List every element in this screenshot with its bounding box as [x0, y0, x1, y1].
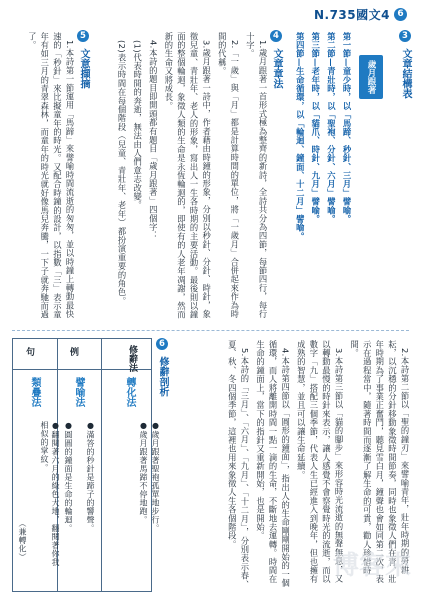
- section-4-number: 4: [271, 31, 281, 41]
- personification-example-1: ●歲月跟著馬蹄不停地跑。: [139, 421, 148, 524]
- analysis-paragraph-5: 5.本詩的「三月」、「六月」、「九月」、「十二月」，分別表示春、夏、秋、冬四個季節，這裡也用來象徵人生各個階段。: [227, 340, 250, 589]
- s4-paragraph-4: 4.本詩的題目即開頭都有題目「歲月跟著」四個字：: [148, 40, 159, 241]
- watermark: 博客來: [332, 551, 411, 581]
- s4-paragraph-1: 1.歲月跟著一首形式極為整齊的新詩，全詩共分為四節，每節四行，每行十字。: [245, 32, 268, 319]
- personification-example-2: ●歲月跟著聖袍孤單地步行。: [151, 421, 160, 533]
- structure-item-4: 第四節—生命循環，以「輪迴、鐘面、十二月」譬喻。: [295, 32, 306, 241]
- section-divider: [12, 330, 409, 331]
- section-5-title: 文意擷摘: [78, 48, 89, 89]
- section-3-heading: [398, 30, 413, 98]
- section-4-heading: [269, 30, 284, 88]
- repetition-example-note: （兼轉化）: [18, 519, 27, 562]
- section-4-title: 文章章法: [271, 48, 282, 89]
- structure-item-2: 第二節—青壯時，以「聖袍、分針、六月」譬喻。: [326, 32, 337, 224]
- analysis-paragraph-3: 3.本詩第三節以「貓的腳步」來形容時光流逝的無聲無息，又以轉動最慢的時針來表示，讓人感覺不會察覺時光的流逝，而以數字「九」搭配三個季節，代表人生已經進入到晚年，但也擁有成熟的智慧，並且可以讓生命延續。: [296, 340, 345, 584]
- section-4-body: [94, 32, 269, 322]
- structure-item-1: 第一節—童少時，以「馬蹄、秒針、三月」譬喻。: [342, 32, 352, 224]
- s4-paragraph-2: 2.「一歲」與「月」都是計算時間的單位，將「一歲月」合併起來作為時間的代稱。: [217, 32, 240, 319]
- section-6-title: 修辭剖析: [157, 356, 168, 397]
- section-5-number: 5: [78, 31, 88, 41]
- s4-paragraph-3: 3.歲月跟著一詩中，作者藉由時鐘的形象，分別以秒針、分針、時針，象徵兒童、青壯年、老人的形象，寫出人一生各時期的主要活動。最後則以鐘面的整個輪迴，象徵人類的生命是永恆輪迴的，即使有的人老年凋謝，然而新的生命又將成長。: [163, 32, 212, 320]
- poem-title-badge: 歲月跟著: [359, 55, 383, 99]
- section-5-body: [12, 32, 76, 322]
- figure-name-metaphor: 譬喻法: [73, 377, 84, 407]
- repetition-example-1: ●翻閱著六月的綠色大地，翻閱著你我相似的掌紋。: [40, 421, 60, 567]
- figure-name-repetition: 類疊法: [29, 377, 40, 407]
- metaphor-example-1: ●滿答的秒針是蹄子的響聲。: [86, 421, 95, 533]
- section-5-heading: [76, 30, 91, 88]
- s4-paragraph-6: (2)表示時間在每個階段（兒童、青壯年、老年）都扮演重要的角色。: [117, 40, 128, 306]
- page-header: [314, 6, 407, 22]
- structure-item-3: 第三節—老年時，以「貓爪、時針、九月」譬喻。: [310, 32, 321, 224]
- s5-paragraph-1: 1.本詩第一節運用「馬蹄」來譬喻時間流逝的匆匆，並以時鐘上轉動最快速的「秒針」來比擬童年的時光。又配合時鐘的設計，以指數「三」表示童年有如三月的青翠森林，而童年的時光就好像馬兒奔騰，一下子就奔馳而過了。: [27, 32, 75, 320]
- figure-name-personification: 轉化法: [124, 377, 135, 407]
- table-head-sentence: 句: [24, 347, 34, 356]
- section-3-title: 文章結構表: [400, 48, 411, 99]
- table-head-example: 例: [68, 347, 78, 356]
- section-6-heading: [155, 338, 170, 396]
- structure-list: [291, 32, 353, 292]
- analysis-paragraph-4: 4.本詩第四節以「圓形的鐘面」，指出人的生命剛剛開始的一個循環，而人將離開時間一點一滴的生命，不斷地去運轉。時間在生命的鐘面上，當下的指針又重新開始，也是開始。: [255, 340, 291, 588]
- rhetoric-table: [12, 338, 160, 592]
- table-head-figure: 修辭法: [127, 345, 137, 372]
- metaphor-example-2: ●圓圓的鐘面是生命的輪迴。: [64, 421, 73, 533]
- s4-paragraph-5: (1)代表時間的奔逝，無法由人們意志改變。: [132, 40, 143, 210]
- section-3-number: 3: [400, 31, 410, 41]
- page-number: 6: [394, 8, 407, 21]
- section-6-number: 6: [157, 339, 167, 349]
- brand-title: N.735國文4: [313, 7, 390, 22]
- analysis-paragraph-2: 2.本詩第二節以「聖的鐘刃」來譬喻青年，壯年時期的勞耕耘，以沉穩的分針移動象徵時間節奏，同時也象徵人們在青、壯年時期為了事業正奮鬥，聽見雪白月，鐘聲也會如同第二次，表示在過程當中，隨著時間而逐漸了解生命的可貴，勸人珍惜時間。: [349, 340, 410, 584]
